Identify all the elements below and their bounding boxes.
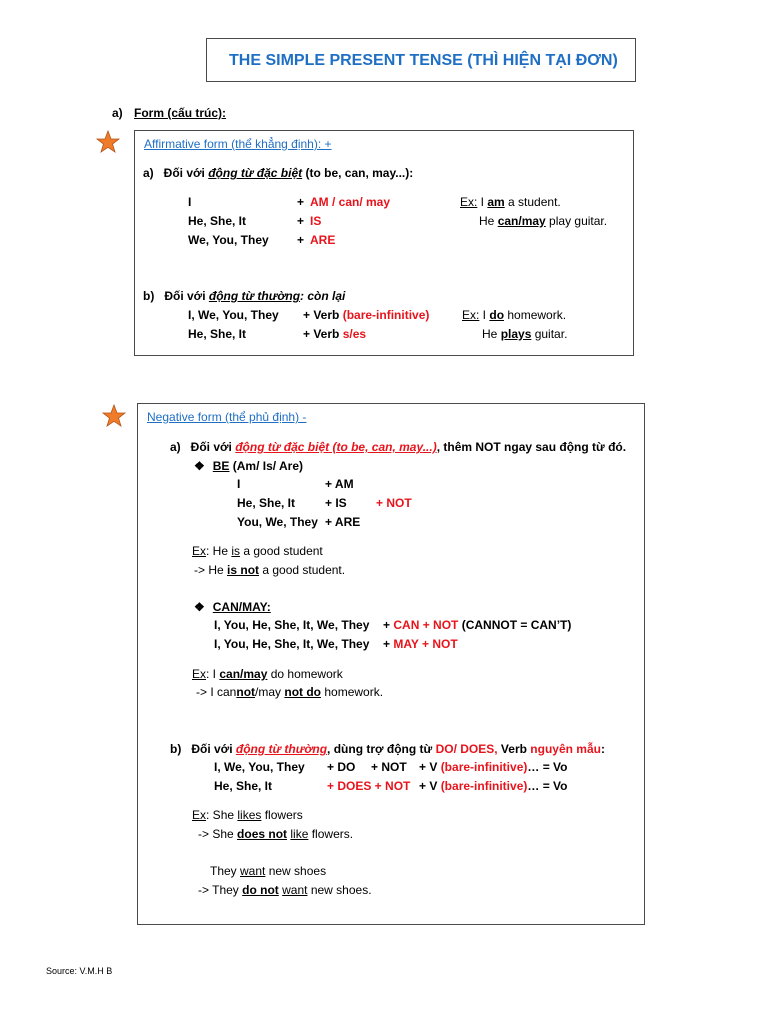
aff-row-3-verb: ARE (310, 233, 336, 247)
be-row-3-verb: + ARE (325, 515, 361, 529)
affirmative-b-key: động từ thường (208, 289, 301, 303)
example-key: plays (500, 327, 532, 341)
negative-b-end: : (600, 742, 605, 756)
neg-b-row-1-subject: I, We, You, They (214, 760, 305, 774)
example-text: : She (206, 808, 238, 822)
negative-a-suffix: , thêm NOT ngay sau động từ đó. (436, 440, 627, 454)
neg-b-example-3 (210, 864, 326, 879)
verb-form: s/es (339, 327, 367, 341)
aff-row-3-plus: + (297, 233, 305, 247)
verb-text: + V (419, 779, 441, 793)
aff-row-2-subject: He, She, It (188, 214, 247, 228)
example-key: is (231, 544, 241, 558)
negative-b-mid: , dùng trợ động từ (327, 742, 436, 756)
verb-text: + Verb (303, 327, 340, 341)
canmay-subheading (194, 600, 271, 615)
aff-b-example-1 (462, 308, 566, 323)
be-row-3-subject: You, We, They (237, 515, 318, 529)
example-label: Ex (192, 667, 207, 681)
be-example-1 (192, 544, 323, 559)
example-key: is not (227, 563, 260, 577)
example-text: He (479, 214, 498, 228)
be-rest: (Am/ Is/ Are) (229, 459, 304, 473)
star-icon (96, 130, 120, 154)
example-key: can/may (497, 214, 546, 228)
example-key: not do (284, 685, 322, 699)
form-heading (112, 106, 226, 121)
canmay-not-form: MAY + NOT (393, 637, 458, 651)
aff-b-row-1-verb (303, 308, 429, 323)
affirmative-heading: Affirmative form (thể khẳng định): + (144, 137, 332, 151)
plus-sign: + (383, 618, 391, 632)
affirmative-a-prefix: Đối với (163, 166, 209, 180)
aff-b-example-2 (482, 327, 567, 342)
example-text: flowers (261, 808, 303, 822)
canmay-key: CAN/MAY: (212, 600, 271, 614)
aff-a-example-2 (479, 214, 607, 229)
affirmative-b-prefix: Đối với (164, 289, 209, 303)
example-text: do homework (267, 667, 343, 681)
verb-form: (bare-infinitive) (339, 308, 430, 322)
example-text: new shoes. (307, 883, 372, 897)
page-title: THE SIMPLE PRESENT TENSE (THÌ HIỆN TẠI ĐƠN) (229, 52, 618, 69)
example-text: a student. (504, 195, 561, 209)
canmay-example-1 (192, 667, 343, 682)
neg-b-row-2-verb (419, 779, 567, 794)
canmay-row-1-verb (383, 618, 571, 633)
be-row-1-subject: I (237, 477, 241, 491)
example-key: want (240, 864, 266, 878)
neg-b-row-2-aux: + DOES + NOT (327, 779, 411, 793)
aff-b-row-2-subject: He, She, It (188, 327, 247, 341)
form-marker: a) (112, 106, 123, 120)
verb-text: + V (419, 760, 441, 774)
negative-b-base-form: nguyên mẫu (530, 742, 601, 756)
negative-heading: Negative form (thể phủ định) - (147, 410, 307, 424)
affirmative-a-marker: a) (143, 166, 154, 180)
example-label: Ex: (462, 308, 480, 322)
example-key: am (487, 195, 505, 209)
negative-a-key: động từ đặc biệt (to be, can, may...) (235, 440, 437, 454)
be-row-2-subject: He, She, It (237, 496, 296, 510)
negative-a-prefix: Đối với (190, 440, 236, 454)
negative-b-prefix: Đối với (191, 742, 236, 756)
neg-b-row-1-verb (419, 760, 567, 775)
aff-row-1-verb: AM / can/ may (310, 195, 391, 209)
aff-row-3-subject: We, You, They (188, 233, 269, 247)
aff-row-2-plus: + (297, 214, 305, 228)
example-text: a good student. (259, 563, 346, 577)
aff-a-example-1 (460, 195, 561, 210)
aff-b-row-1-subject: I, We, You, They (188, 308, 279, 322)
affirmative-b-marker: b) (143, 289, 155, 303)
be-row-1-verb: + AM (325, 477, 354, 491)
canmay-row-1-subject: I, You, He, She, It, We, They (214, 618, 370, 632)
example-key: not (236, 685, 256, 699)
affirmative-a-suffix: (to be, can, may...): (302, 166, 414, 180)
canmay-contraction: (CANNOT = CAN’T) (458, 618, 572, 632)
negative-b-line (170, 742, 605, 757)
source-credit: Source: V.M.H B (46, 966, 113, 976)
example-text: guitar. (531, 327, 568, 341)
example-text: homework. (321, 685, 384, 699)
affirmative-b-line (143, 289, 345, 304)
verb-text: + Verb (303, 308, 340, 322)
verb-form: (bare-infinitive) (440, 779, 528, 793)
diamond-bullet-icon: ❖ (194, 600, 205, 614)
example-key: do (489, 308, 505, 322)
example-label: Ex: (460, 195, 478, 209)
negative-panel (137, 403, 645, 925)
affirmative-a-line (143, 166, 413, 181)
example-key: does not (237, 827, 288, 841)
star-icon (102, 404, 126, 428)
neg-b-row-1-not: + NOT (371, 760, 407, 774)
negative-a-line (170, 440, 626, 455)
be-not: + NOT (376, 496, 412, 510)
plus-sign: + (383, 637, 391, 651)
example-text: a good student (240, 544, 323, 558)
be-subheading (194, 459, 303, 474)
example-key: likes (237, 808, 262, 822)
neg-b-row-1-aux: + DO (327, 760, 356, 774)
be-key: BE (212, 459, 230, 473)
negative-b-key: động từ thường (235, 742, 328, 756)
negative-b-marker: b) (170, 742, 182, 756)
example-text: -> I can (196, 685, 237, 699)
form-heading-text: Form (cấu trúc): (134, 106, 227, 120)
example-key: like (290, 827, 309, 841)
example-text: -> He (194, 563, 228, 577)
neg-b-example-2 (198, 827, 353, 842)
example-key: want (282, 883, 308, 897)
neg-b-example-1 (192, 808, 303, 823)
example-text: They (210, 864, 241, 878)
example-text: homework. (504, 308, 567, 322)
example-text: -> They (198, 883, 243, 897)
example-text: He (482, 327, 501, 341)
aff-row-1-subject: I (188, 195, 192, 209)
verb-tail: … = Vo (527, 779, 568, 793)
example-label: Ex (192, 808, 207, 822)
aff-row-1-plus: + (297, 195, 305, 209)
example-text: : He (206, 544, 232, 558)
affirmative-a-key: động từ đặc biệt (208, 166, 303, 180)
example-text: flowers. (308, 827, 354, 841)
canmay-example-2 (196, 685, 383, 700)
canmay-row-2-subject: I, You, He, She, It, We, They (214, 637, 370, 651)
example-text: /may (255, 685, 285, 699)
negative-a-marker: a) (170, 440, 181, 454)
example-text: new shoes (265, 864, 327, 878)
title-box (206, 38, 636, 82)
example-key: can/may (219, 667, 268, 681)
canmay-row-2-verb (383, 637, 458, 652)
example-text: -> She (198, 827, 238, 841)
verb-form: (bare-infinitive) (440, 760, 528, 774)
example-text: play guitar. (545, 214, 608, 228)
be-row-2-verb: + IS (325, 496, 347, 510)
diamond-bullet-icon: ❖ (194, 459, 205, 473)
example-text: : I (206, 667, 220, 681)
neg-b-row-2-subject: He, She, It (214, 779, 273, 793)
example-text: I (477, 195, 488, 209)
neg-b-example-4 (198, 883, 372, 898)
example-text: I (479, 308, 490, 322)
aff-b-row-2-verb (303, 327, 366, 342)
verb-tail: … = Vo (527, 760, 568, 774)
example-key: do not (242, 883, 279, 897)
be-example-2 (194, 563, 345, 578)
affirmative-b-suffix: : còn lại (300, 289, 346, 303)
canmay-not-form: CAN + NOT (393, 618, 459, 632)
negative-b-aux: DO/ DOES, (435, 742, 498, 756)
aff-row-2-verb: IS (310, 214, 322, 228)
example-label: Ex (192, 544, 207, 558)
negative-b-mid2: Verb (497, 742, 531, 756)
